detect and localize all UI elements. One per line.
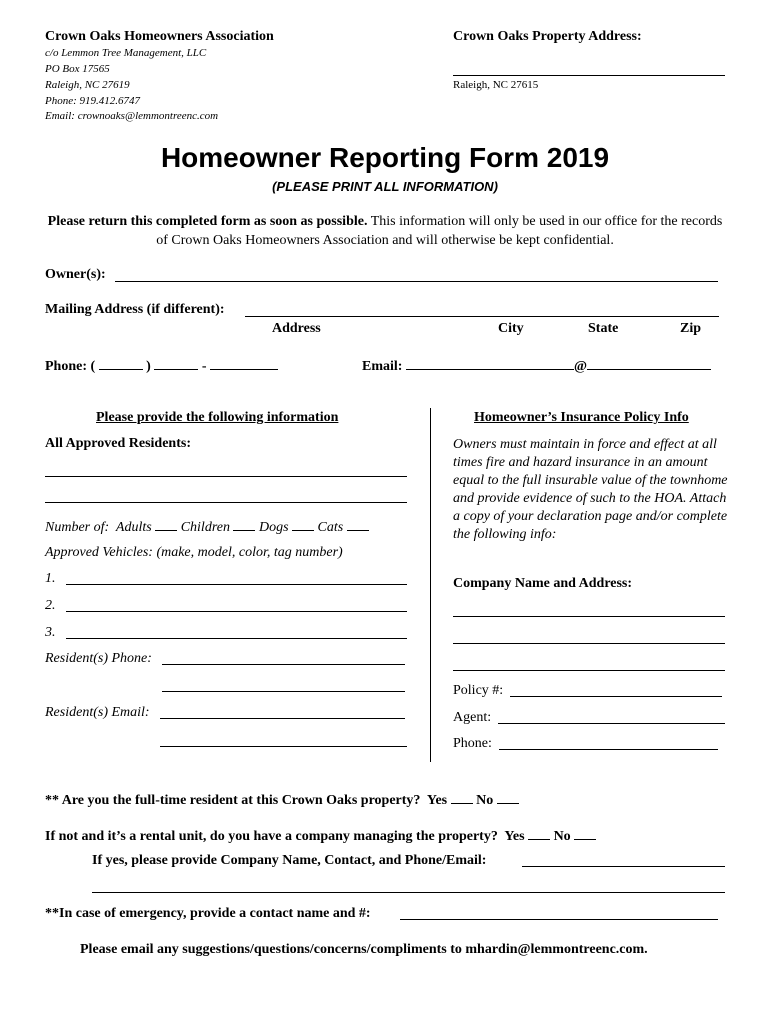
company-line-1[interactable] bbox=[453, 616, 725, 617]
number-of-row bbox=[45, 517, 369, 536]
rental-no-field[interactable] bbox=[574, 826, 596, 840]
column-divider bbox=[430, 408, 431, 762]
rental-yes-field[interactable] bbox=[528, 826, 550, 840]
children-field[interactable] bbox=[233, 517, 255, 531]
children-label: Children bbox=[180, 520, 230, 535]
intro-rest: This information will only be used in our office for the records of Crown Oaks Homeowners Association and will otherwise be kept confidential. bbox=[156, 214, 723, 248]
property-city: Raleigh, NC 27615 bbox=[453, 79, 539, 91]
property-address-label: Crown Oaks Property Address: bbox=[453, 29, 642, 44]
zip-column-label: Zip bbox=[680, 321, 702, 336]
resident-email-field-2[interactable] bbox=[160, 746, 407, 747]
page-title: Homeowner Reporting Form 2019 bbox=[160, 142, 610, 173]
vehicle-line-2[interactable] bbox=[66, 611, 407, 612]
state-column-label: State bbox=[588, 321, 619, 336]
vehicle-number: 2. bbox=[45, 598, 56, 613]
address-line: PO Box 17565 bbox=[45, 63, 110, 75]
fulltime-no-field[interactable] bbox=[497, 790, 519, 804]
address-line: Phone: 919.412.6747 bbox=[45, 95, 141, 107]
address-line: Email: crownoaks@lemmontreenc.com bbox=[45, 110, 219, 122]
resident-email-label: Resident(s) Email: bbox=[45, 705, 150, 720]
email-user-field[interactable] bbox=[406, 356, 574, 370]
yes-label: Yes bbox=[504, 829, 525, 844]
no-label: No bbox=[553, 829, 571, 844]
footer-note: Please email any suggestions/questions/concerns/compliments to mhardin@lemmontreenc.com. bbox=[80, 942, 648, 957]
policy-label: Policy #: bbox=[453, 683, 504, 698]
mailing-address-field[interactable] bbox=[245, 316, 719, 317]
dogs-field[interactable] bbox=[292, 517, 314, 531]
address-line: Raleigh, NC 27619 bbox=[45, 79, 130, 91]
phone-label: Phone: ( bbox=[45, 359, 96, 374]
page-subtitle: (PLEASE PRINT ALL INFORMATION) bbox=[272, 179, 498, 194]
management-company-field-1[interactable] bbox=[522, 866, 725, 867]
resident-phone-field-1[interactable] bbox=[162, 664, 405, 665]
residents-label: All Approved Residents: bbox=[45, 436, 191, 451]
address-column-label: Address bbox=[272, 321, 321, 336]
owners-label: Owner(s): bbox=[45, 267, 106, 282]
vehicle-number: 1. bbox=[45, 571, 56, 586]
property-address-line[interactable] bbox=[453, 75, 725, 76]
resident-line-2[interactable] bbox=[45, 502, 407, 503]
number-of-label: Number of: bbox=[45, 520, 110, 535]
email-label: Email: bbox=[362, 359, 403, 374]
vehicle-line-1[interactable] bbox=[66, 584, 407, 585]
fulltime-question bbox=[45, 790, 519, 809]
mailing-label: Mailing Address (if different): bbox=[45, 302, 225, 317]
email-row bbox=[362, 356, 711, 375]
cats-label: Cats bbox=[317, 520, 344, 535]
resident-phone-field-2[interactable] bbox=[162, 691, 405, 692]
city-column-label: City bbox=[498, 321, 524, 336]
intro-bold: Please return this completed form as soon as possible. bbox=[47, 214, 368, 229]
emergency-label: **In case of emergency, provide a contact name and #: bbox=[45, 906, 371, 921]
fulltime-yes-field[interactable] bbox=[451, 790, 473, 804]
vehicles-label: Approved Vehicles: (make, model, color, tag number) bbox=[45, 545, 343, 560]
resident-phone-label: Resident(s) Phone: bbox=[45, 651, 152, 666]
association-name: Crown Oaks Homeowners Association bbox=[45, 29, 274, 44]
phone-paren: ) bbox=[146, 359, 151, 374]
company-prompt: If yes, please provide Company Name, Contact, and Phone/Email: bbox=[92, 853, 487, 868]
adults-label: Adults bbox=[115, 520, 152, 535]
fulltime-question-text: ** Are you the full-time resident at this Crown Oaks property? bbox=[45, 793, 421, 808]
email-at: @ bbox=[573, 359, 587, 374]
agent-label: Agent: bbox=[453, 710, 492, 725]
phone-line-field[interactable] bbox=[210, 356, 278, 370]
phone-dash: - bbox=[201, 359, 207, 374]
yes-label: Yes bbox=[426, 793, 448, 808]
no-label: No bbox=[476, 793, 494, 808]
emergency-contact-field[interactable] bbox=[400, 919, 718, 920]
company-line-3[interactable] bbox=[453, 670, 725, 671]
insurance-phone-field[interactable] bbox=[499, 749, 718, 750]
rental-question bbox=[45, 826, 596, 845]
owners-field[interactable] bbox=[115, 281, 718, 282]
phone-row bbox=[45, 356, 278, 375]
resident-line-1[interactable] bbox=[45, 476, 407, 477]
insurance-phone-label: Phone: bbox=[453, 736, 492, 751]
dogs-label: Dogs bbox=[258, 520, 289, 535]
adults-field[interactable] bbox=[155, 517, 177, 531]
rental-question-text: If not and it’s a rental unit, do you have a company managing the property? bbox=[45, 829, 498, 844]
company-label: Company Name and Address: bbox=[453, 576, 633, 591]
vehicle-line-3[interactable] bbox=[66, 638, 407, 639]
resident-email-field-1[interactable] bbox=[160, 718, 405, 719]
company-line-2[interactable] bbox=[453, 643, 725, 644]
vehicle-number: 3. bbox=[45, 625, 56, 640]
right-heading: Homeowner’s Insurance Policy Info bbox=[474, 410, 689, 425]
agent-field[interactable] bbox=[498, 723, 725, 724]
management-company-field-2[interactable] bbox=[92, 892, 725, 893]
email-domain-field[interactable] bbox=[587, 356, 711, 370]
cats-field[interactable] bbox=[347, 517, 369, 531]
phone-area-code-field[interactable] bbox=[99, 356, 143, 370]
address-line: c/o Lemmon Tree Management, LLC bbox=[45, 47, 207, 59]
insurance-paragraph: Owners must maintain in force and effect at all times fire and hazard insurance in an amount equal to the full insurable value of the townhome and provide evidence of such to the HOA. Attach a copy of your declaration page and/or complete the following info: bbox=[453, 437, 728, 542]
policy-field[interactable] bbox=[510, 696, 722, 697]
intro-paragraph bbox=[45, 212, 725, 250]
phone-prefix-field[interactable] bbox=[154, 356, 198, 370]
left-heading: Please provide the following information bbox=[96, 410, 339, 425]
